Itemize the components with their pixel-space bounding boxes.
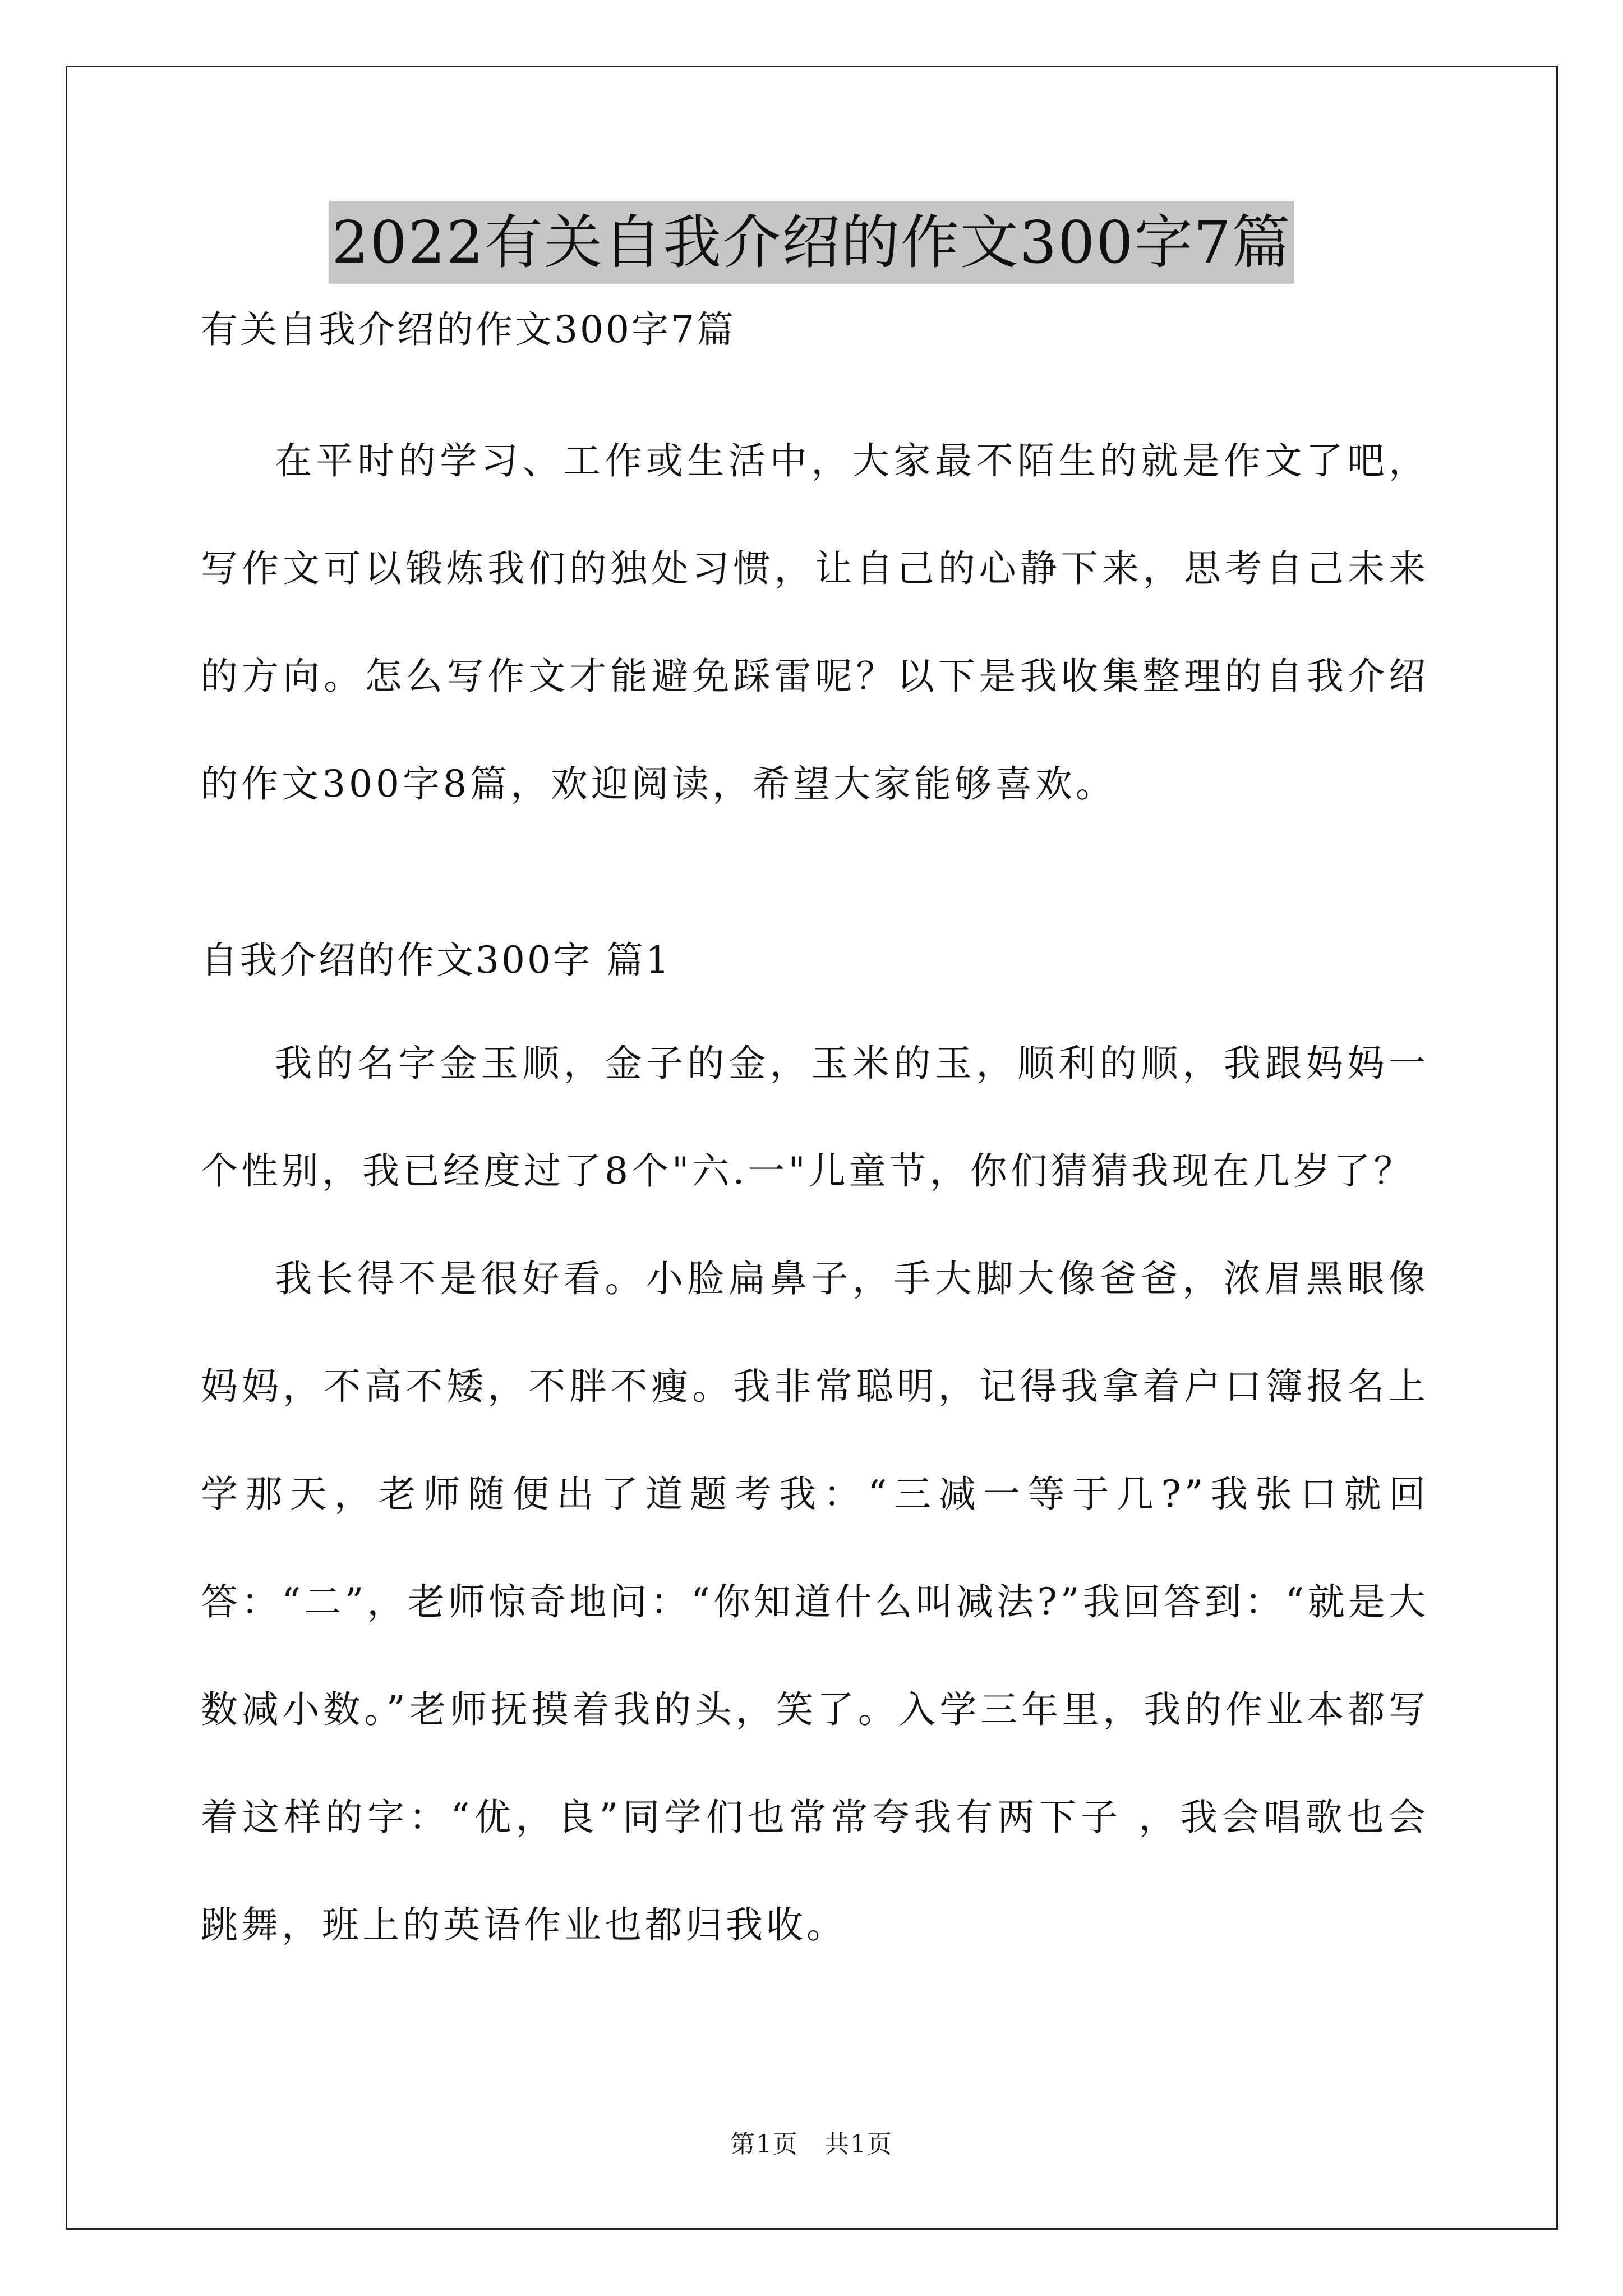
intro-paragraph: 在平时的学习、工作或生活中，大家最不陌生的就是作文了吧，写作文可以锻炼我们的独处习惯，让自己的心静下来，思考自己未来的方向。怎么写作文才能避免踩雷呢？以下是我收集整理的自我介绍的作文300字8篇，欢迎阅读，希望大家能够喜欢。 [201,439,1429,806]
title-container [0,201,1623,284]
page-footer: 第1页 共1页 [730,2130,893,2159]
section-heading: 自我介绍的作文300字 篇1 [201,938,671,982]
document-body [201,303,1429,1979]
body-paragraph-2: 我长得不是很好看。小脸扁鼻子，手大脚大像爸爸，浓眉黑眼像妈妈，不高不矮，不胖不瘦。我非常聪明，记得我拿着户口簿报名上学那天，老师随便出了道题考我：“三减一等于几?”我张口就回答：“二”，老师惊奇地问：“你知道什么叫减法?”我回答到：“就是大数减小数。”老师抚摸着我的头，笑了。入学三年里，我的作业本都写着这样的字：“优，良”同学们也常常夸我有两下子 ，我会唱歌也会跳舞，班上的英语作业也都归我收。 [201,1257,1429,1947]
document-subtitle: 有关自我介绍的作文300字7篇 [201,308,736,351]
document-title: 2022有关自我介绍的作文300字7篇 [329,201,1293,284]
body-paragraph-1: 我的名字金玉顺，金子的金，玉米的玉，顺利的顺，我跟妈妈一个性别，我已经度过了8个"六.一"儿童节，你们猜猜我现在几岁了？ [201,1042,1429,1193]
